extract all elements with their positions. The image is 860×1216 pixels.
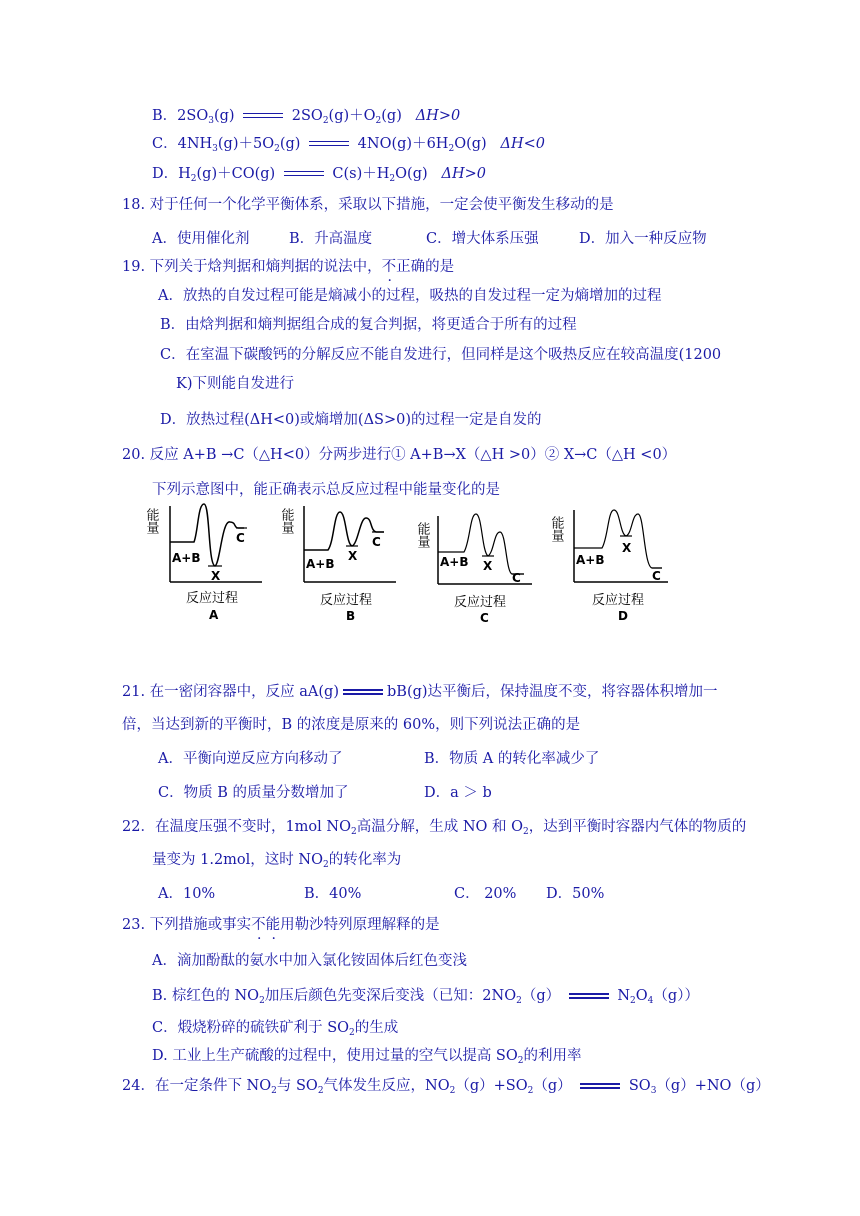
diagram-option-label: B: [346, 609, 356, 623]
diagram-xlabel: 反应过程: [592, 593, 645, 608]
q18-option-c: C．增大体系压强: [426, 231, 539, 247]
q20-stem: 20. 反应 A+B →C（△H<0）分两步进行① A+B→X（△H >0）② X→C（△H <0）: [122, 447, 677, 463]
q21-option-c: C．物质 B 的质量分数增加了: [158, 785, 349, 801]
q18-option-b: B．升高温度: [289, 231, 373, 247]
diagram-ylabel: 能量: [414, 522, 430, 548]
q24-stem: 24．在一定条件下 $NO_2$与 $SO_2$气体发生反应，$NO_2(g)+SO_2(g)$ $SO_3(g)+NO(g)$: [122, 1078, 770, 1096]
q23-stem: 23. 下列措施或事实不能用勒沙特列原理解释的是: [122, 917, 440, 933]
q17-option-c: C．$4NH_3(g)+5O_2(g)$ $4NO(g)+6H_2O(g)$ ΔH<0: [152, 136, 545, 154]
q21-stem-line2: 倍，当达到新的平衡时，B 的浓度是原来的 60%，则下列说法正确的是: [122, 717, 581, 733]
q20-sub: 下列示意图中，能正确表示总反应过程中能量变化的是: [152, 482, 500, 498]
label-c: C: [236, 531, 245, 545]
diagram-ylabel: 能量: [143, 508, 159, 534]
q18-option-d: D．加入一种反应物: [579, 231, 707, 247]
diagram-xlabel: 反应过程: [320, 593, 373, 608]
q19-stem: 19. 下列关于焓判据和熵判据的说法中，不正确的是: [122, 259, 455, 275]
q22-stem-line2: 量变为 1.2mol，这时 $NO_2$的转化率为: [152, 852, 402, 870]
q21-option-b: B．物质 A 的转化率减少了: [424, 751, 600, 767]
q22-stem-line1: 22．在温度压强不变时，1mol $NO_2$高温分解，生成 NO 和 $O_2$，达到平衡时容器内气体的物质的: [122, 819, 747, 837]
equilibrium-arrow-icon: [243, 111, 283, 121]
q18-option-a: A．使用催化剂: [152, 231, 250, 247]
label-ab: A+B: [172, 551, 201, 565]
q21-option-a: A．平衡向逆反应方向移动了: [158, 751, 343, 767]
equilibrium-arrow-icon: [580, 1081, 620, 1091]
q22-option-d: D．50%: [546, 886, 605, 902]
label-x: X: [211, 569, 221, 583]
energy-diagram-c: [414, 502, 540, 628]
q21-option-d: D．a ＞ b: [424, 785, 492, 801]
q23-option-d: D. 工业上生产硫酸的过程中，使用过量的空气以提高 $SO_2$的利用率: [152, 1048, 582, 1066]
diagram-xlabel: 反应过程: [454, 595, 507, 610]
q21-stem-line1: 21. 在一密闭容器中，反应 aA(g) bB(g)达平衡后，保持温度不变，将容器体积增加一: [122, 684, 718, 700]
diagram-option-label: A: [209, 608, 219, 622]
equilibrium-arrow-icon: [284, 169, 324, 179]
equilibrium-arrow-icon: [343, 687, 383, 697]
label-x: X: [483, 559, 493, 573]
label-ab: A+B: [306, 557, 335, 571]
diagram-ylabel: 能量: [278, 508, 294, 534]
diagram-option-label: C: [480, 611, 489, 625]
q17-option-d: D．$H_2(g)+CO(g)$ $C(s)+H_2O(g)$ ΔH>0: [152, 166, 486, 184]
label-c: C: [512, 571, 521, 585]
q22-option-c: C． 20%: [454, 886, 517, 902]
label-x: X: [348, 549, 358, 563]
q17-option-b: B．$2SO_3(g)$ $2SO_2(g)+O_2(g)$ ΔH>0: [152, 108, 461, 126]
q23-option-c: C．煅烧粉碎的硫铁矿利于 $SO_2$的生成: [152, 1020, 399, 1038]
equilibrium-arrow-icon: [569, 991, 609, 1001]
q19-option-d: D．放热过程(ΔH<0)或熵增加(ΔS>0)的过程一定是自发的: [160, 412, 542, 428]
q22-option-b: B．40%: [304, 886, 362, 902]
q19-option-a: A．放热的自发过程可能是熵减小的过程，吸热的自发过程一定为熵增加的过程: [158, 288, 662, 304]
energy-diagram-a: [143, 502, 268, 628]
equilibrium-arrow-icon: [309, 139, 349, 149]
label-ab: A+B: [576, 553, 605, 567]
q23-option-a: A．滴加酚酞的氨水中加入氯化铵固体后红色变浅: [152, 953, 467, 969]
energy-diagram-b: [278, 502, 404, 628]
q19-option-b: B．由焓判据和熵判据组合成的复合判据，将更适合于所有的过程: [160, 317, 577, 333]
q19-option-c-line1: C．在室温下碳酸钙的分解反应不能自发进行，但同样是这个吸热反应在较高温度(1200: [160, 347, 722, 363]
diagram-xlabel: 反应过程: [186, 591, 239, 606]
q22-option-a: A．10%: [158, 886, 216, 902]
label-c: C: [652, 569, 661, 583]
energy-diagram-d: [548, 502, 676, 628]
diagram-ylabel: 能量: [548, 516, 564, 542]
label-ab: A+B: [440, 555, 469, 569]
diagram-option-label: D: [618, 609, 628, 623]
q18-stem: 18. 对于任何一个化学平衡体系，采取以下措施，一定会使平衡发生移动的是: [122, 197, 614, 213]
q19-option-c-line2: K)下则能自发进行: [176, 376, 294, 392]
label-x: X: [622, 541, 632, 555]
q23-option-b: B. 棕红色的 $NO_2$加压后颜色先变深后变浅（已知：$2NO_2(g)$ $N_2O_4(g)$）: [152, 988, 699, 1006]
label-c: C: [372, 535, 381, 549]
